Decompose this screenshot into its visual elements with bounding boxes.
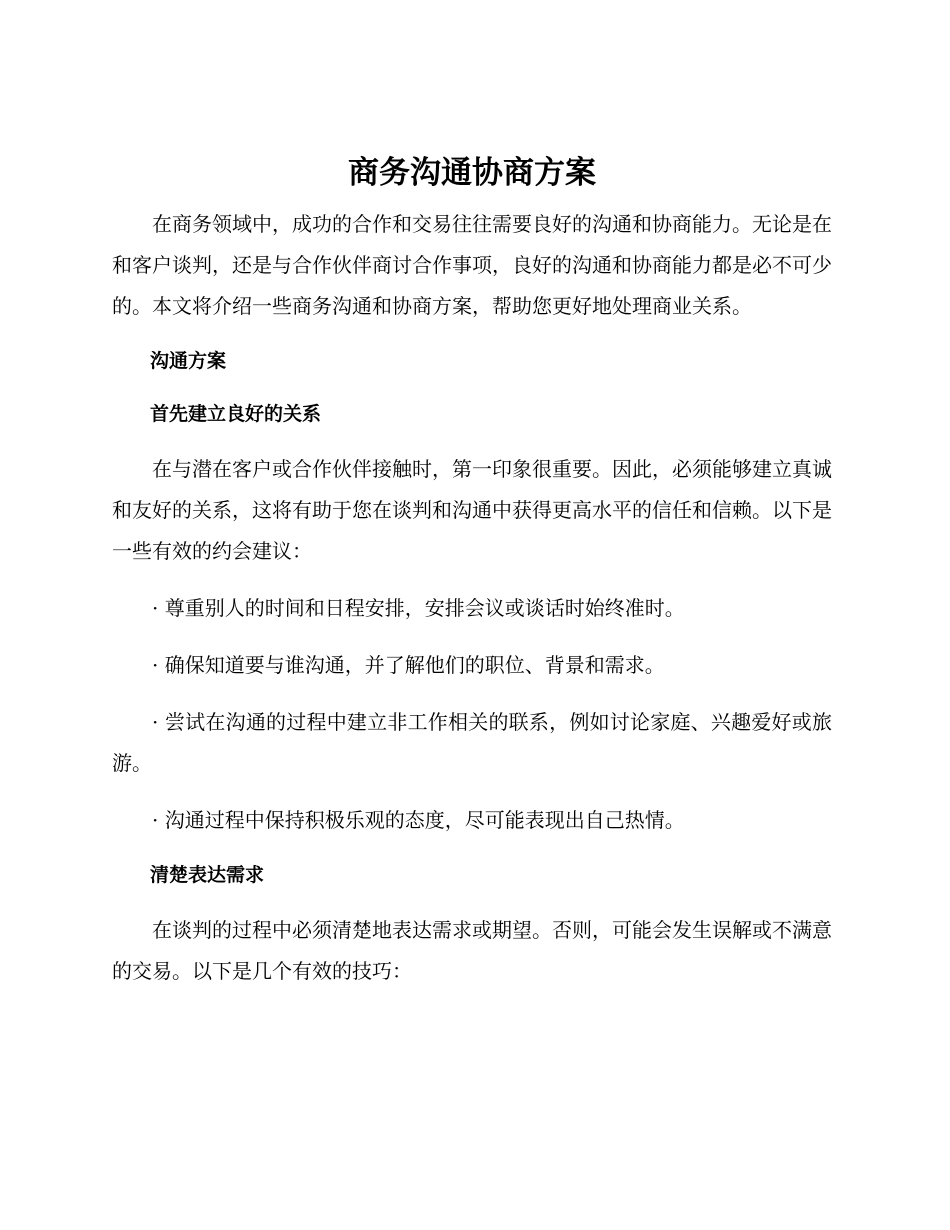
section-heading-communication-plan: 沟通方案 xyxy=(150,350,227,372)
bullet-item: · 尝试在沟通的过程中建立非工作相关的联系，例如讨论家庭、兴趣爱好或旅游。 xyxy=(112,710,832,775)
express-needs-paragraph: 在谈判的过程中必须清楚地表达需求或期望。否则，可能会发生误解或不满意的交易。以下是几个有效的技巧： xyxy=(112,918,832,983)
intro-paragraph: 在商务领域中，成功的合作和交易往往需要良好的沟通和协商能力。无论是在和客户谈判，还是与合作伙伴商讨合作事项，良好的沟通和协商能力都是必不可少的。本文将介绍一些商务沟通和协商方案，帮助您更好地处理商业关系。 xyxy=(112,212,832,318)
bullet-item: · 确保知道要与谁沟通，并了解他们的职位、背景和需求。 xyxy=(152,653,665,677)
subsection-heading-express-needs: 清楚表达需求 xyxy=(150,864,265,886)
bullet-item: · 沟通过程中保持积极乐观的态度，尽可能表现出自己热情。 xyxy=(152,808,685,832)
document-page xyxy=(112,150,832,1008)
bullet-item: · 尊重别人的时间和日程安排，安排会议或谈话时始终准时。 xyxy=(152,596,685,620)
document-title: 商务沟通协商方案 xyxy=(348,155,596,191)
relationship-paragraph: 在与潜在客户或合作伙伴接触时，第一印象很重要。因此，必须能够建立真诚和友好的关系，这将有助于您在谈判和沟通中获得更高水平的信任和信赖。以下是一些有效的约会建议： xyxy=(112,457,832,563)
subsection-heading-build-relationship: 首先建立良好的关系 xyxy=(150,403,322,425)
